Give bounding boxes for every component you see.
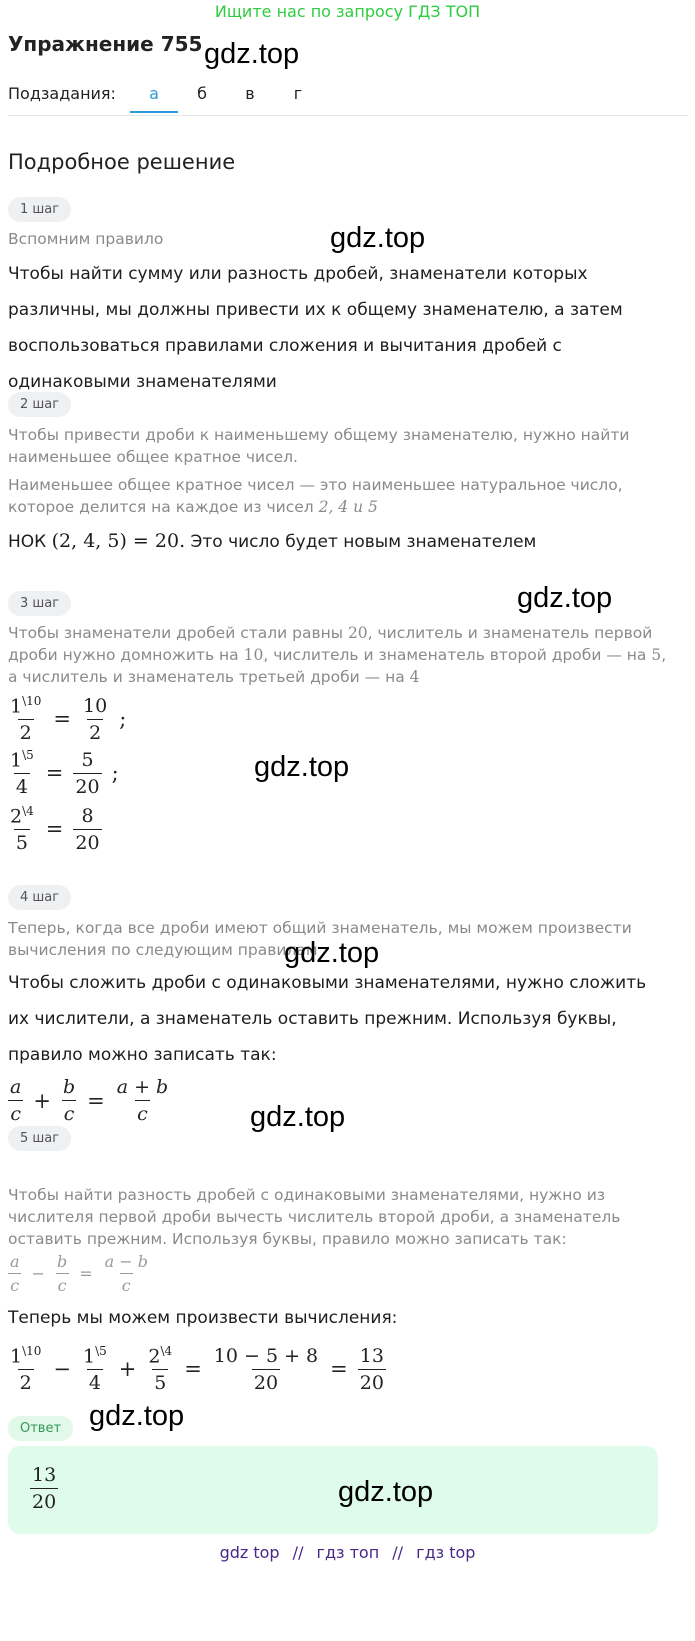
nok-label: НОК <box>8 532 52 552</box>
addition-formula <box>8 1076 170 1125</box>
step-hint: Теперь, когда все дроби имеют общий знаменатель, мы можем произвести вычисления по следующим правилам <box>8 919 632 959</box>
numerator: 1 <box>10 749 23 772</box>
denominator: 4 <box>87 1369 103 1394</box>
watermark: gdz.top <box>330 222 426 254</box>
fraction <box>81 1344 109 1394</box>
denominator: c <box>62 1100 77 1125</box>
watermark: gdz.top <box>284 937 380 969</box>
fraction <box>61 1076 77 1125</box>
denominator: 20 <box>252 1369 280 1394</box>
multiplier: \10 <box>22 1344 42 1358</box>
hint-text: Наименьшее общее кратное чисел — это наименьшее натуральное число, которое делится на каждое из чисел <box>8 476 623 516</box>
equals-sign: = <box>330 1357 348 1382</box>
nok-expression: (2, 4, 5) = 20. <box>51 530 186 552</box>
plus-sign: + <box>33 1088 51 1113</box>
fraction <box>8 694 43 744</box>
hint-number: 20 <box>347 624 368 642</box>
plus-sign: + <box>118 1357 137 1382</box>
step-hint <box>8 622 668 688</box>
subtasks-label: Подзадания: <box>8 84 116 103</box>
punctuation: ; <box>119 707 127 732</box>
fraction <box>55 1252 69 1295</box>
promo-banner[interactable]: Ищите нас по запросу ГДЗ ТОП <box>214 2 481 21</box>
step-badge: 2 шаг <box>8 392 71 417</box>
denominator: c <box>135 1100 150 1125</box>
numerator: 13 <box>359 1344 384 1367</box>
step-badge: 4 шаг <box>8 885 71 910</box>
answer-box <box>8 1446 658 1534</box>
fraction <box>146 1344 174 1394</box>
equation <box>8 748 119 798</box>
divider <box>8 115 688 116</box>
numerator: 1 <box>83 1345 96 1368</box>
numerator: 10 − 5 + 8 <box>213 1344 319 1367</box>
multiplier: \10 <box>22 694 42 708</box>
multiplier: \5 <box>95 1344 107 1358</box>
watermark: gdz.top <box>338 1476 434 1508</box>
fraction <box>8 1252 22 1295</box>
hint-text: , числитель и знаменатель второй дроби — на <box>263 646 652 664</box>
numerator: 10 <box>83 694 108 717</box>
numerator: a <box>10 1252 20 1271</box>
numerator: 2 <box>148 1345 161 1368</box>
exercise-title: Упражнение 755 <box>8 32 203 56</box>
nok-text: Это число будет новым знаменателем <box>185 532 537 552</box>
fraction <box>8 804 36 854</box>
fraction <box>358 1345 386 1394</box>
numerator: a − b <box>104 1252 148 1271</box>
hint-text: , числитель и знаменатель первой дроби нужно домножить на <box>8 624 653 664</box>
hint-number: 10 <box>243 646 264 664</box>
denominator: c <box>120 1273 133 1295</box>
tab-g[interactable]: г <box>293 84 303 103</box>
rule-text: Чтобы найти сумму или разность дробей, знаменатели которых различны, мы должны привести их к общему знаменателю, а затем воспользоваться правилами сложения и вычитания дробей с одинаковыми знаменателями <box>8 264 623 392</box>
watermark: gdz.top <box>204 38 300 70</box>
numerator: 13 <box>32 1464 57 1486</box>
minus-sign: − <box>53 1357 72 1382</box>
fraction <box>103 1252 150 1295</box>
fraction <box>73 749 101 798</box>
fraction <box>212 1345 320 1394</box>
numerator: 1 <box>10 695 23 718</box>
equation <box>8 694 126 744</box>
numerator: 2 <box>10 805 23 828</box>
multiplier: \4 <box>160 1344 173 1358</box>
hint-numbers: 2, 4 и 5 <box>318 498 378 516</box>
answer-badge: Ответ <box>8 1416 73 1441</box>
hint-text: Чтобы знаменатели дробей стали равны <box>8 624 348 642</box>
subtask-tabs <box>130 80 322 113</box>
watermark: gdz.top <box>517 582 613 614</box>
denominator: 2 <box>18 1369 34 1394</box>
fraction <box>8 1076 23 1125</box>
fraction <box>73 805 101 854</box>
numerator: b <box>56 1252 68 1271</box>
step-badge: 3 шаг <box>8 591 71 616</box>
calculation <box>8 1344 386 1394</box>
footer-links <box>0 1543 695 1562</box>
denominator: 20 <box>358 1369 386 1394</box>
equals-sign: = <box>45 817 64 842</box>
footer-separator: // <box>392 1543 404 1562</box>
tab-b[interactable]: б <box>197 84 207 103</box>
footer-separator: // <box>292 1543 304 1562</box>
tab-v[interactable]: в <box>245 84 255 103</box>
multiplier: \4 <box>22 804 34 818</box>
equals-sign: = <box>87 1088 105 1113</box>
step-badge: 1 шаг <box>8 197 71 222</box>
numerator: 8 <box>81 804 94 827</box>
fraction <box>81 695 109 744</box>
denominator: 20 <box>73 829 101 854</box>
denominator: c <box>56 1273 69 1295</box>
fraction <box>115 1076 171 1125</box>
numerator: 5 <box>81 748 94 771</box>
numerator: 1 <box>10 1345 23 1368</box>
watermark: gdz.top <box>254 751 350 783</box>
tab-a[interactable]: а <box>130 80 178 113</box>
punctuation: ; <box>111 761 119 786</box>
equals-sign: = <box>184 1357 202 1382</box>
minus-sign: − <box>31 1264 45 1283</box>
numerator: b <box>62 1076 76 1098</box>
denominator: 20 <box>30 1488 58 1513</box>
step-badge: 5 шаг <box>8 1126 71 1151</box>
hint-text: , а числитель и знаменатель третьей дроби — на <box>8 646 667 686</box>
equation <box>8 804 102 854</box>
equals-sign: = <box>45 761 64 786</box>
nok-line <box>8 523 536 560</box>
step-hint <box>8 474 668 518</box>
footer-link[interactable]: гдз топ <box>316 1543 380 1562</box>
footer-link[interactable]: gdz top <box>219 1543 280 1562</box>
denominator: 5 <box>152 1369 168 1394</box>
step-hint: Чтобы найти разность дробей с одинаковыми знаменателями, нужно из числителя первой дроби вычесть числитель второй дроби, а знаменатель оставить прежним. Используя буквы, правило можно записать так: <box>8 1186 621 1248</box>
step-hint: Вспомним правило <box>8 230 164 248</box>
numerator: a <box>10 1076 22 1098</box>
rule-text: Чтобы сложить дроби с одинаковыми знаменателями, нужно сложить их числители, а знаменатель оставить прежним. Используя буквы, правило можно записать так: <box>8 973 647 1065</box>
hint-number: 4 <box>409 668 420 686</box>
fraction <box>8 1344 43 1394</box>
fraction <box>8 748 36 798</box>
answer-value <box>30 1464 58 1513</box>
denominator: c <box>8 1100 23 1125</box>
multiplier: \5 <box>22 748 34 762</box>
subtraction-formula <box>8 1252 150 1295</box>
denominator: 2 <box>18 719 34 744</box>
fraction <box>30 1464 58 1513</box>
equals-sign: = <box>79 1264 93 1283</box>
calc-intro: Теперь мы можем произвести вычисления: <box>8 1308 398 1328</box>
denominator: 2 <box>87 719 103 744</box>
watermark: gdz.top <box>250 1101 346 1133</box>
denominator: 5 <box>14 829 30 854</box>
denominator: 20 <box>73 773 101 798</box>
footer-link[interactable]: гдз top <box>416 1543 476 1562</box>
denominator: c <box>8 1273 21 1295</box>
watermark: gdz.top <box>89 1400 185 1432</box>
equals-sign: = <box>53 707 72 732</box>
solution-title: Подробное решение <box>8 150 236 174</box>
numerator: a + b <box>116 1076 169 1098</box>
denominator: 4 <box>14 773 30 798</box>
step-hint: Чтобы привести дроби к наименьшему общему знаменателю, нужно найти наименьшее общее кратное чисел. <box>8 426 630 466</box>
hint-number: 5 <box>651 646 662 664</box>
